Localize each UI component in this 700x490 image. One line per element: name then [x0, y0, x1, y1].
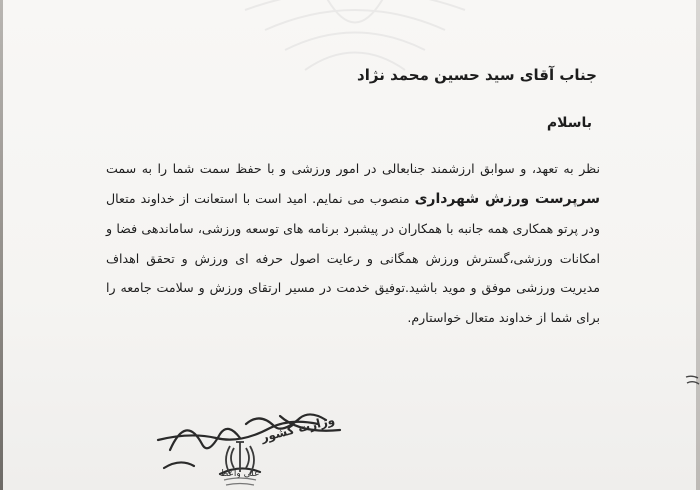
edge-mark-icon [684, 374, 700, 388]
appointment-title: سرپرست ورزش شهرداری [414, 190, 600, 207]
body-intro: نظر به تعهد، و سوابق ارزشمند جنابعالی در امور ورزشی و با حفظ سمت شما را به سمت [106, 161, 600, 176]
page-edge-left [0, 0, 3, 490]
salutation: باسلام [546, 115, 592, 131]
signer-name: علی واعظ [220, 469, 260, 479]
watermark-emblem-icon [205, 0, 505, 100]
body-continuation: منصوب می نمایم. امید است با استعانت از خداوند متعال ودر پرتو همکاری همه جانبه با همکاران در پیشبرد برنامه های توسعه ورزشی، ساماندهی فضا و امکانات ورزشی،گسترش ورزش همگانی و رعایت اصول حرفه ای ورزش و تحقق اهداف مدیریت ورزشی موفق و موید باشید.توفیق خدمت در مسیر ارتقای ورزش و سلامت جامعه را برای شما از خداوند متعال خواستارم. [106, 190, 600, 325]
letter-body [106, 154, 600, 332]
iran-emblem-icon [220, 436, 260, 490]
addressee-line: جناب آقای سید حسین محمد نژاد [357, 66, 597, 84]
ministry-stamp-text: وزارت کشور [259, 412, 337, 445]
page-edge-right [696, 0, 700, 490]
